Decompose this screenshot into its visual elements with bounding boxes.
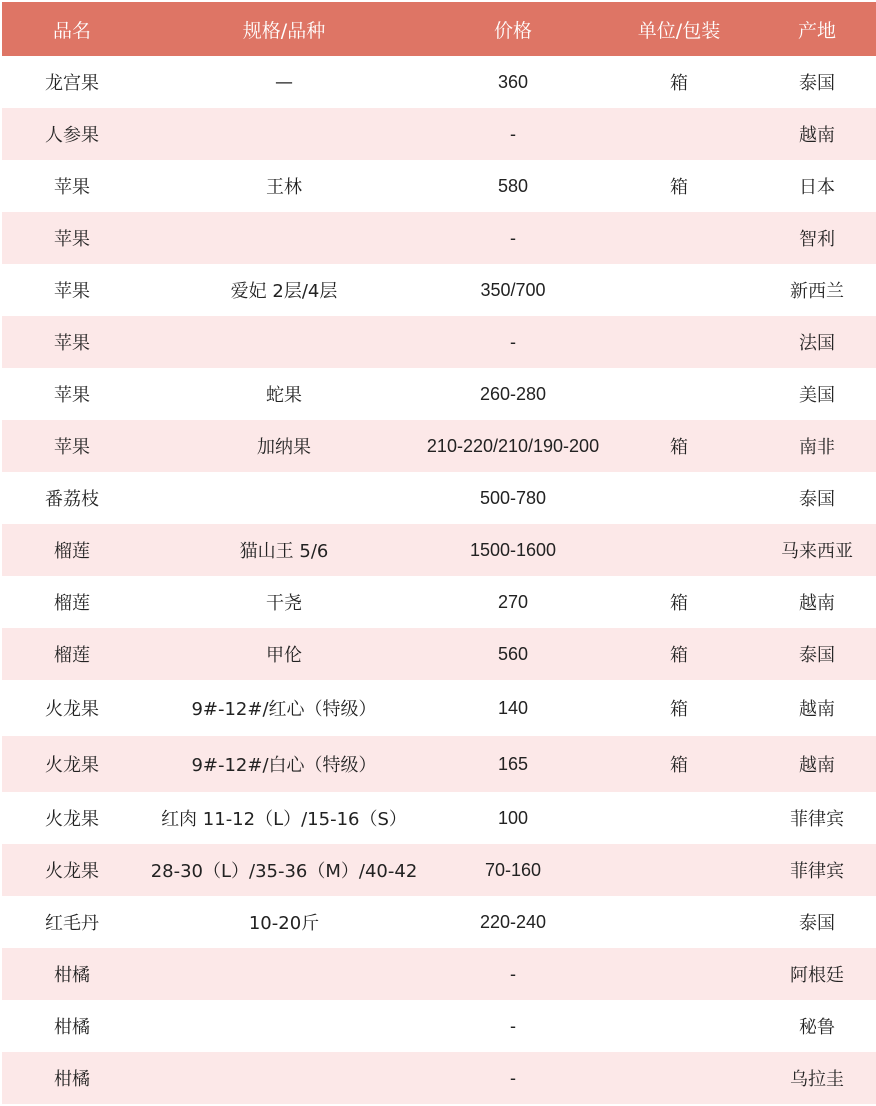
cell-price: 220-240 [426, 896, 600, 948]
fruit-price-table [2, 2, 876, 1104]
cell-unit [600, 316, 758, 368]
cell-spec [142, 1052, 426, 1104]
cell-spec: 10-20斤 [142, 896, 426, 948]
cell-origin: 越南 [758, 736, 876, 792]
table-row [2, 948, 876, 1000]
table-row [2, 160, 876, 212]
cell-price: 1500-1600 [426, 524, 600, 576]
cell-price: 560 [426, 628, 600, 680]
cell-price: 360 [426, 56, 600, 108]
cell-unit: 箱 [600, 160, 758, 212]
cell-name: 苹果 [2, 212, 142, 264]
cell-price: - [426, 1000, 600, 1052]
cell-price: - [426, 1052, 600, 1104]
cell-unit [600, 1052, 758, 1104]
cell-origin: 马来西亚 [758, 524, 876, 576]
table-row [2, 524, 876, 576]
table-row [2, 264, 876, 316]
table-row [2, 316, 876, 368]
cell-name: 人参果 [2, 108, 142, 160]
cell-price: - [426, 108, 600, 160]
table-row [2, 472, 876, 524]
cell-unit: 箱 [600, 576, 758, 628]
header-unit: 单位/包装 [600, 2, 758, 56]
cell-price: 140 [426, 680, 600, 736]
table-row [2, 420, 876, 472]
table-row [2, 792, 876, 844]
table-row [2, 212, 876, 264]
cell-unit: 箱 [600, 56, 758, 108]
cell-name: 榴莲 [2, 628, 142, 680]
cell-unit [600, 108, 758, 160]
cell-name: 柑橘 [2, 948, 142, 1000]
cell-origin: 南非 [758, 420, 876, 472]
cell-origin: 美国 [758, 368, 876, 420]
cell-origin: 秘鲁 [758, 1000, 876, 1052]
cell-unit [600, 896, 758, 948]
cell-spec: 甲伦 [142, 628, 426, 680]
table-row [2, 56, 876, 108]
cell-name: 苹果 [2, 160, 142, 212]
table-row [2, 736, 876, 792]
cell-unit: 箱 [600, 680, 758, 736]
cell-name: 苹果 [2, 316, 142, 368]
header-origin: 产地 [758, 2, 876, 56]
cell-spec: 王林 [142, 160, 426, 212]
header-spec: 规格/品种 [142, 2, 426, 56]
cell-name: 红毛丹 [2, 896, 142, 948]
cell-unit [600, 472, 758, 524]
cell-name: 番荔枝 [2, 472, 142, 524]
cell-origin: 泰国 [758, 56, 876, 108]
cell-price: 260-280 [426, 368, 600, 420]
cell-price: 270 [426, 576, 600, 628]
cell-origin: 越南 [758, 680, 876, 736]
table-row [2, 896, 876, 948]
table-header-row [2, 2, 876, 56]
cell-price: 165 [426, 736, 600, 792]
cell-spec: 干尧 [142, 576, 426, 628]
cell-origin: 智利 [758, 212, 876, 264]
table-row [2, 680, 876, 736]
cell-price: 100 [426, 792, 600, 844]
header-name: 品名 [2, 2, 142, 56]
cell-price: 210-220/210/190-200 [426, 420, 600, 472]
cell-spec: — [142, 56, 426, 108]
table-row [2, 844, 876, 896]
cell-name: 苹果 [2, 368, 142, 420]
cell-name: 柑橘 [2, 1000, 142, 1052]
cell-spec: 9#-12#/白心（特级） [142, 736, 426, 792]
cell-spec: 红肉 11-12（L）/15-16（S） [142, 792, 426, 844]
cell-name: 苹果 [2, 264, 142, 316]
cell-spec [142, 948, 426, 1000]
table-row [2, 628, 876, 680]
cell-origin: 泰国 [758, 472, 876, 524]
table-row [2, 1000, 876, 1052]
cell-spec: 加纳果 [142, 420, 426, 472]
cell-name: 榴莲 [2, 576, 142, 628]
cell-name: 火龙果 [2, 844, 142, 896]
table-body [2, 56, 876, 1104]
cell-origin: 越南 [758, 108, 876, 160]
cell-name: 榴莲 [2, 524, 142, 576]
cell-unit [600, 1000, 758, 1052]
cell-spec: 9#-12#/红心（特级） [142, 680, 426, 736]
cell-origin: 日本 [758, 160, 876, 212]
table-row [2, 576, 876, 628]
cell-origin: 泰国 [758, 896, 876, 948]
cell-spec: 蛇果 [142, 368, 426, 420]
cell-unit [600, 844, 758, 896]
cell-name: 龙宫果 [2, 56, 142, 108]
cell-spec [142, 212, 426, 264]
cell-origin: 阿根廷 [758, 948, 876, 1000]
cell-spec: 28-30（L）/35-36（M）/40-42 [142, 844, 426, 896]
cell-price: 70-160 [426, 844, 600, 896]
cell-spec [142, 316, 426, 368]
cell-unit [600, 212, 758, 264]
cell-spec: 猫山王 5/6 [142, 524, 426, 576]
cell-name: 柑橘 [2, 1052, 142, 1104]
cell-price: 500-780 [426, 472, 600, 524]
cell-price: 580 [426, 160, 600, 212]
cell-name: 火龙果 [2, 792, 142, 844]
cell-unit [600, 368, 758, 420]
cell-unit [600, 524, 758, 576]
cell-unit: 箱 [600, 628, 758, 680]
table-row [2, 108, 876, 160]
cell-price: - [426, 316, 600, 368]
table-row [2, 1052, 876, 1104]
cell-unit [600, 948, 758, 1000]
table-row [2, 368, 876, 420]
cell-spec: 爱妃 2层/4层 [142, 264, 426, 316]
cell-spec [142, 108, 426, 160]
header-price: 价格 [426, 2, 600, 56]
cell-name: 火龙果 [2, 680, 142, 736]
cell-price: 350/700 [426, 264, 600, 316]
cell-unit: 箱 [600, 736, 758, 792]
cell-price: - [426, 948, 600, 1000]
cell-unit: 箱 [600, 420, 758, 472]
cell-spec [142, 472, 426, 524]
cell-unit [600, 264, 758, 316]
cell-origin: 越南 [758, 576, 876, 628]
cell-origin: 乌拉圭 [758, 1052, 876, 1104]
cell-name: 火龙果 [2, 736, 142, 792]
cell-origin: 菲律宾 [758, 792, 876, 844]
cell-price: - [426, 212, 600, 264]
cell-origin: 法国 [758, 316, 876, 368]
cell-spec [142, 1000, 426, 1052]
cell-name: 苹果 [2, 420, 142, 472]
cell-origin: 泰国 [758, 628, 876, 680]
cell-unit [600, 792, 758, 844]
cell-origin: 菲律宾 [758, 844, 876, 896]
cell-origin: 新西兰 [758, 264, 876, 316]
